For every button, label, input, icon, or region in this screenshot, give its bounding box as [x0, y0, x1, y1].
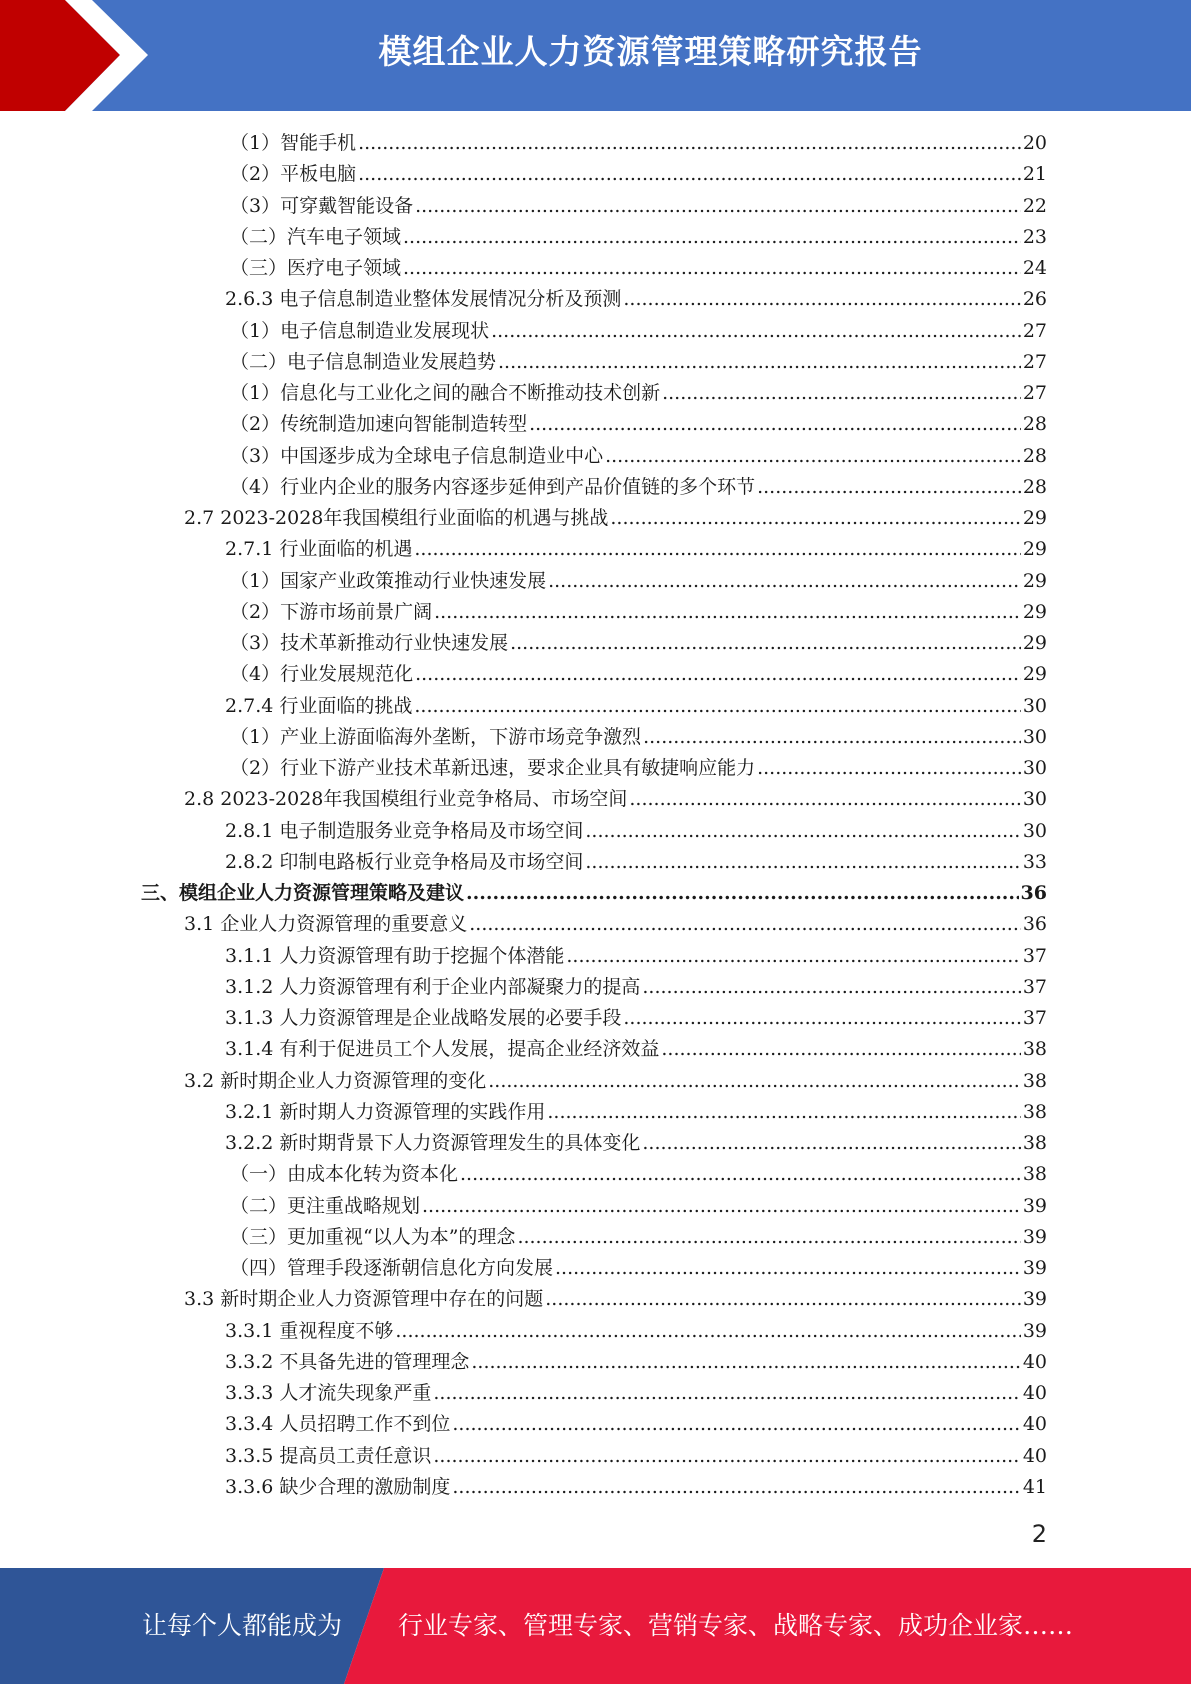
toc-entry-label: （一）由成本化转为资本化	[230, 1163, 459, 1186]
toc-entry-page: 38	[1022, 1038, 1047, 1061]
toc-entry-label: （1）产业上游面临海外垄断，下游市场竞争激烈	[230, 725, 642, 748]
toc-entry[interactable]	[230, 409, 1047, 440]
toc-entry-label: （四）管理手段逐渐朝信息化方向发展	[230, 1257, 554, 1279]
toc-entry-label: （4）行业发展规范化	[230, 663, 414, 686]
toc-entry-label: （4）行业内企业的服务内容逐步延伸到产品价值链的多个环节	[230, 475, 756, 498]
toc-entry-page: 30	[1022, 694, 1047, 717]
toc-entry-page: 28	[1022, 444, 1047, 467]
toc-entry-label: 3.2.1 新时期人力资源管理的实践作用	[225, 1100, 546, 1123]
toc-entry-page: 39	[1022, 1194, 1047, 1217]
page-number: 2	[1031, 1520, 1047, 1548]
toc-entry-label: 2.7.1 行业面临的机遇	[225, 538, 413, 561]
toc-entry-page: 40	[1022, 1382, 1047, 1404]
footer-banner	[0, 1568, 1191, 1684]
footer-slogan-left: 让每个人都能成为	[142, 1611, 343, 1640]
toc-leader-dots	[466, 878, 1019, 909]
toc-entry[interactable]	[225, 1316, 1047, 1347]
toc-leader-dots	[395, 1316, 1020, 1347]
toc-entry-label: 2.8.1 电子制造服务业竞争格局及市场空间	[225, 819, 584, 842]
toc-entry[interactable]	[225, 816, 1047, 847]
toc-entry[interactable]	[225, 847, 1047, 878]
toc-leader-dots	[547, 1097, 1020, 1128]
toc-entry[interactable]	[225, 1034, 1047, 1065]
toc-entry[interactable]	[184, 1066, 1047, 1097]
toc-leader-dots	[471, 1347, 1020, 1378]
footer-slogan-right: 行业专家、管理专家、营销专家、战略专家、成功企业家……	[398, 1611, 1074, 1640]
toc-entry-page: 39	[1022, 1319, 1047, 1342]
toc-entry-page: 23	[1022, 225, 1047, 248]
toc-entry[interactable]	[230, 222, 1047, 253]
toc-leader-dots	[491, 316, 1021, 347]
toc-entry[interactable]	[230, 472, 1047, 503]
toc-entry-page: 40	[1022, 1444, 1047, 1467]
toc-entry-label: 2.7 2023-2028年我国模组行业面临的机遇与挑战	[184, 507, 609, 529]
toc-entry-label: （2）行业下游产业技术革新迅速，要求企业具有敏捷响应能力	[230, 757, 756, 779]
toc-entry[interactable]	[184, 909, 1047, 940]
toc-entry[interactable]	[230, 597, 1047, 628]
toc-entry[interactable]	[225, 1003, 1047, 1034]
toc-entry-label: 2.6.3 电子信息制造业整体发展情况分析及预测	[225, 288, 622, 311]
toc-leader-dots	[415, 191, 1021, 222]
toc-leader-dots	[661, 1034, 1020, 1065]
toc-leader-dots	[545, 1284, 1021, 1315]
toc-leader-dots	[414, 691, 1020, 722]
toc-entry[interactable]	[230, 1253, 1047, 1284]
toc-entry[interactable]	[225, 1409, 1047, 1440]
toc-entry[interactable]	[230, 1191, 1047, 1222]
toc-leader-dots	[623, 284, 1020, 315]
toc-entry[interactable]	[230, 753, 1047, 784]
toc-entry[interactable]	[230, 722, 1047, 753]
toc-leader-dots	[358, 128, 1021, 159]
toc-entry[interactable]	[230, 253, 1047, 284]
toc-leader-dots	[358, 159, 1021, 190]
toc-entry-page: 38	[1022, 1163, 1047, 1186]
toc-entry[interactable]	[225, 1128, 1047, 1159]
toc-entry-page: 30	[1022, 819, 1047, 842]
toc-entry-label: 3.2.2 新时期背景下人力资源管理发生的具体变化	[225, 1132, 641, 1154]
toc-entry-label: （1）智能手机	[230, 132, 357, 154]
toc-leader-dots	[422, 1191, 1021, 1222]
toc-entry-label: （3）可穿戴智能设备	[230, 194, 414, 217]
toc-entry-label: 3.3.3 人才流失现象严重	[225, 1382, 432, 1404]
toc-entry-label: （2）下游市场前景广阔	[230, 600, 433, 623]
toc-entry-page: 41	[1022, 1475, 1047, 1498]
toc-leader-dots	[403, 222, 1021, 253]
toc-entry-page: 22	[1022, 194, 1047, 217]
toc-entry[interactable]	[141, 878, 1047, 909]
toc-leader-dots	[757, 472, 1021, 503]
toc-entry-label: （二）更注重战略规划	[230, 1194, 421, 1217]
toc-entry[interactable]	[230, 159, 1047, 190]
toc-entry-label: （1）国家产业政策推动行业快速发展	[230, 569, 547, 592]
toc-entry-page: 28	[1022, 413, 1047, 436]
toc-leader-dots	[414, 534, 1020, 565]
toc-entry-label: 3.3.1 重视程度不够	[225, 1319, 394, 1342]
toc-entry-page: 38	[1022, 1100, 1047, 1123]
toc-entry-page: 29	[1022, 663, 1047, 686]
chevron-decoration-icon	[0, 0, 160, 111]
toc-entry-page: 38	[1022, 1069, 1047, 1092]
toc-entry-label: （2）传统制造加速向智能制造转型	[230, 413, 528, 436]
toc-leader-dots	[498, 347, 1021, 378]
toc-entry-label: 三、模组企业人力资源管理策略及建议	[141, 882, 465, 904]
toc-entry-page: 29	[1022, 600, 1047, 623]
toc-leader-dots	[585, 847, 1020, 878]
toc-entry-page: 30	[1022, 725, 1047, 748]
toc-entry-page: 40	[1022, 1413, 1047, 1436]
toc-entry-label: 3.3.5 提高员工责任意识	[225, 1444, 432, 1467]
toc-entry-label: 3.1.2 人力资源管理有利于企业内部凝聚力的提高	[225, 975, 641, 998]
toc-entry[interactable]	[225, 534, 1047, 565]
toc-entry[interactable]	[230, 1159, 1047, 1190]
toc-entry-page: 30	[1022, 788, 1047, 811]
toc-entry-page: 27	[1022, 319, 1047, 342]
toc-entry-label: （3）技术革新推动行业快速发展	[230, 632, 509, 654]
toc-entry-label: 3.1.1 人力资源管理有助于挖掘个体潜能	[225, 944, 565, 967]
toc-entry-page: 27	[1022, 350, 1047, 373]
toc-entry-page: 39	[1022, 1225, 1047, 1248]
toc-entry-page: 29	[1022, 569, 1047, 592]
toc-entry[interactable]	[230, 316, 1047, 347]
toc-entry[interactable]	[230, 659, 1047, 690]
toc-entry[interactable]	[230, 191, 1047, 222]
toc-leader-dots	[548, 566, 1021, 597]
toc-entry-page: 29	[1022, 507, 1047, 529]
toc-entry-label: 3.2 新时期企业人力资源管理的变化	[184, 1069, 487, 1092]
toc-leader-dots	[643, 722, 1021, 753]
toc-leader-dots	[433, 1378, 1020, 1409]
toc-entry-page: 33	[1022, 850, 1047, 873]
toc-leader-dots	[610, 503, 1020, 534]
toc-leader-dots	[585, 816, 1020, 847]
toc-leader-dots	[460, 1159, 1021, 1190]
toc-leader-dots	[403, 253, 1021, 284]
toc-leader-dots	[434, 597, 1021, 628]
toc-entry[interactable]	[230, 378, 1047, 409]
toc-entry-label: 2.8.2 印制电路板行业竞争格局及市场空间	[225, 850, 584, 873]
toc-leader-dots	[452, 1409, 1020, 1440]
toc-leader-dots	[623, 1003, 1020, 1034]
toc-entry[interactable]	[230, 347, 1047, 378]
toc-entry-page: 36	[1022, 913, 1047, 936]
toc-entry-page: 21	[1022, 163, 1047, 186]
toc-entry-page: 24	[1022, 257, 1047, 279]
toc-entry-page: 36	[1020, 882, 1047, 904]
toc-leader-dots	[517, 1222, 1020, 1253]
toc-entry-label: （二）电子信息制造业发展趋势	[230, 350, 497, 373]
toc-leader-dots	[488, 1066, 1021, 1097]
toc-entry[interactable]	[230, 441, 1047, 472]
report-title: 模组企业人力资源管理策略研究报告	[378, 32, 923, 71]
toc-entry-page: 37	[1022, 944, 1047, 967]
toc-entry-label: 3.3.4 人员招聘工作不到位	[225, 1413, 451, 1436]
toc-entry[interactable]	[225, 1378, 1047, 1409]
toc-entry[interactable]	[225, 1097, 1047, 1128]
toc-entry[interactable]	[225, 284, 1047, 315]
toc-entry[interactable]	[184, 503, 1047, 534]
toc-entry-label: （3）中国逐步成为全球电子信息制造业中心	[230, 444, 604, 467]
toc-leader-dots	[529, 409, 1021, 440]
header-banner	[0, 0, 1191, 111]
toc-entry-label: 3.3 新时期企业人力资源管理中存在的问题	[184, 1288, 544, 1311]
toc-leader-dots	[629, 784, 1020, 815]
toc-entry-page: 37	[1022, 975, 1047, 998]
toc-entry[interactable]	[184, 1284, 1047, 1315]
toc-entry-label: （2）平板电脑	[230, 163, 357, 186]
toc-entry-label: 2.7.4 行业面临的挑战	[225, 694, 413, 717]
toc-entry-page: 38	[1022, 1132, 1047, 1154]
toc-entry-label: 3.1.4 有利于促进员工个人发展，提高企业经济效益	[225, 1038, 660, 1061]
toc-leader-dots	[433, 1441, 1020, 1472]
toc-entry[interactable]	[225, 1441, 1047, 1472]
toc-leader-dots	[642, 1128, 1020, 1159]
toc-leader-dots	[452, 1472, 1020, 1503]
toc-entry-label: 3.1.3 人力资源管理是企业战略发展的必要手段	[225, 1007, 622, 1029]
toc-entry[interactable]	[184, 784, 1047, 815]
toc-entry[interactable]	[230, 628, 1047, 659]
toc-entry-label: （1）信息化与工业化之间的融合不断推动技术创新	[230, 382, 661, 404]
toc-entry-label: （二）汽车电子领域	[230, 225, 402, 248]
toc-entry-page: 30	[1022, 757, 1047, 779]
toc-leader-dots	[415, 659, 1021, 690]
toc-entry[interactable]	[230, 128, 1047, 159]
toc-entry[interactable]	[225, 1347, 1047, 1378]
toc-leader-dots	[469, 909, 1021, 940]
toc-entry[interactable]	[230, 1222, 1047, 1253]
toc-entry-label: （三）医疗电子领域	[230, 257, 402, 279]
toc-entry-label: （1）电子信息制造业发展现状	[230, 319, 490, 342]
toc-entry[interactable]	[225, 941, 1047, 972]
toc-entry-label: 3.3.2 不具备先进的管理理念	[225, 1350, 470, 1373]
toc-entry-label: 3.1 企业人力资源管理的重要意义	[184, 913, 468, 936]
toc-entry-label: 2.8 2023-2028年我国模组行业竞争格局、市场空间	[184, 788, 628, 811]
toc-entry[interactable]	[225, 1472, 1047, 1503]
toc-leader-dots	[510, 628, 1021, 659]
toc-entry-page: 20	[1022, 132, 1047, 154]
toc-entry-page: 39	[1022, 1288, 1047, 1311]
toc-leader-dots	[555, 1253, 1021, 1284]
toc-entry-page: 29	[1022, 538, 1047, 561]
toc-entry[interactable]	[225, 972, 1047, 1003]
toc-entry-page: 29	[1022, 632, 1047, 654]
toc-entry-page: 40	[1022, 1350, 1047, 1373]
toc-entry-page: 28	[1022, 475, 1047, 498]
toc-entry-page: 27	[1022, 382, 1047, 404]
toc-leader-dots	[605, 441, 1021, 472]
toc-leader-dots	[642, 972, 1020, 1003]
toc-entry[interactable]	[230, 566, 1047, 597]
toc-leader-dots	[662, 378, 1021, 409]
toc-leader-dots	[757, 753, 1021, 784]
toc-leader-dots	[566, 941, 1020, 972]
toc-entry[interactable]	[225, 691, 1047, 722]
toc-entry-label: （三）更加重视“以人为本”的理念	[230, 1225, 516, 1248]
toc-entry-page: 39	[1022, 1257, 1047, 1279]
toc-entry-page: 37	[1022, 1007, 1047, 1029]
toc-entry-label: 3.3.6 缺少合理的激励制度	[225, 1475, 451, 1498]
toc-entry-page: 26	[1022, 288, 1047, 311]
